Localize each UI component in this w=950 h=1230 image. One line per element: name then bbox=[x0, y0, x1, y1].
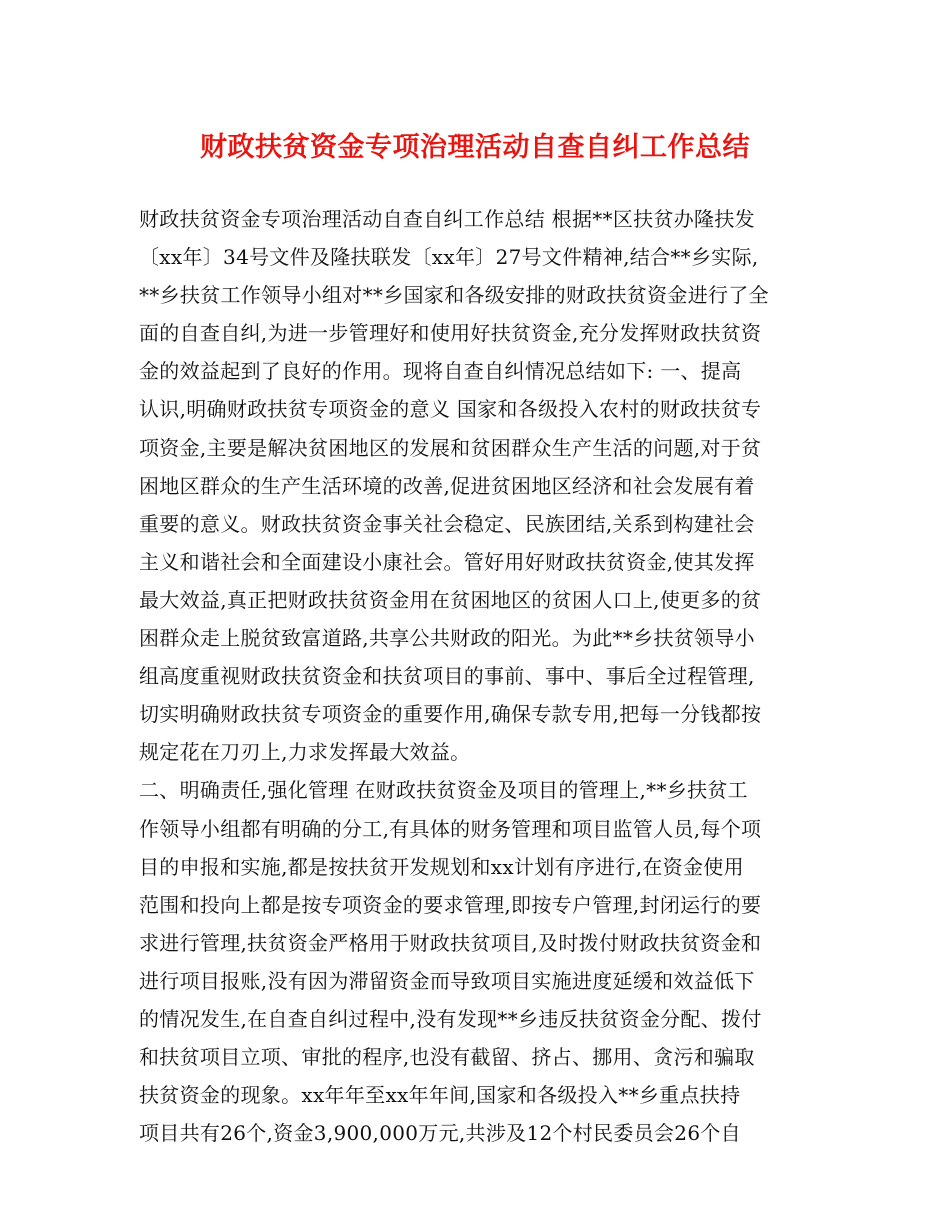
body-line: 最大效益,真正把财政扶贫资金用在贫困地区的贫困人口上,使更多的贫 bbox=[139, 587, 762, 612]
body-line: 组高度重视财政扶贫资金和扶贫项目的事前、事中、事后全过程管理, bbox=[139, 664, 755, 689]
document-body bbox=[139, 200, 819, 1152]
body-line: 二、明确责任,强化管理 在财政扶贫资金及项目的管理上,**乡扶贫工 bbox=[139, 778, 748, 803]
body-line: 主义和谐社会和全面建设小康社会。管好用好财政扶贫资金,使其发挥 bbox=[139, 549, 755, 574]
body-line: 重要的意义。财政扶贫资金事关社会稳定、民族团结,关系到构建社会 bbox=[139, 511, 755, 536]
body-line: 进行项目报账,没有因为滞留资金而导致项目实施进度延缓和效益低下 bbox=[139, 968, 755, 993]
body-line: 目的申报和实施,都是按扶贫开发规划和xx计划有序进行,在资金使用 bbox=[139, 854, 744, 879]
body-line: 财政扶贫资金专项治理活动自查自纠工作总结 根据**区扶贫办隆扶发 bbox=[139, 207, 755, 231]
body-line: 困地区群众的生产生活环境的改善,促进贫困地区经济和社会发展有着 bbox=[139, 473, 755, 498]
body-line: 困群众走上脱贫致富道路,共享公共财政的阳光。为此**乡扶贫领导小 bbox=[139, 626, 755, 651]
body-line: 和扶贫项目立项、审批的程序,也没有截留、挤占、挪用、贪污和骗取 bbox=[139, 1045, 755, 1070]
body-line: 面的自查自纠,为进一步管理好和使用好扶贫资金,充分发挥财政扶贫资 bbox=[139, 321, 762, 346]
body-line: **乡扶贫工作领导小组对**乡国家和各级安排的财政扶贫资金进行了全 bbox=[139, 283, 769, 308]
body-line: 认识,明确财政扶贫专项资金的意义 国家和各级投入农村的财政扶贫专 bbox=[139, 397, 762, 422]
body-line: 规定花在刀刃上,力求发挥最大效益。 bbox=[139, 740, 471, 765]
body-line: 作领导小组都有明确的分工,有具体的财务管理和项目监管人员,每个项 bbox=[139, 816, 762, 841]
body-line: 扶贫资金的现象。xx年年至xx年年间,国家和各级投入**乡重点扶持 bbox=[139, 1083, 741, 1108]
body-line: 〔xx年〕34号文件及隆扶联发〔xx年〕27号文件精神,结合**乡实际, bbox=[139, 245, 759, 270]
body-line: 项目共有26个,资金3,900,000万元,共涉及12个村民委员会26个自 bbox=[139, 1121, 741, 1146]
body-line: 项资金,主要是解决贫困地区的发展和贫困群众生产生活的问题,对于贫 bbox=[139, 435, 762, 460]
body-line: 求进行管理,扶贫资金严格用于财政扶贫项目,及时拨付财政扶贫资金和 bbox=[139, 930, 762, 955]
body-line: 范围和投向上都是按专项资金的要求管理,即按专户管理,封闭运行的要 bbox=[139, 892, 762, 917]
body-line: 的情况发生,在自查自纠过程中,没有发现**乡违反扶贫资金分配、拨付 bbox=[139, 1006, 762, 1031]
body-line: 切实明确财政扶贫专项资金的重要作用,确保专款专用,把每一分钱都按 bbox=[139, 702, 762, 727]
document-title: 财政扶贫资金专项治理活动自查自纠工作总结 bbox=[200, 132, 750, 163]
body-line: 金的效益起到了良好的作用。现将自查自纠情况总结如下: 一、提高 bbox=[139, 359, 742, 384]
